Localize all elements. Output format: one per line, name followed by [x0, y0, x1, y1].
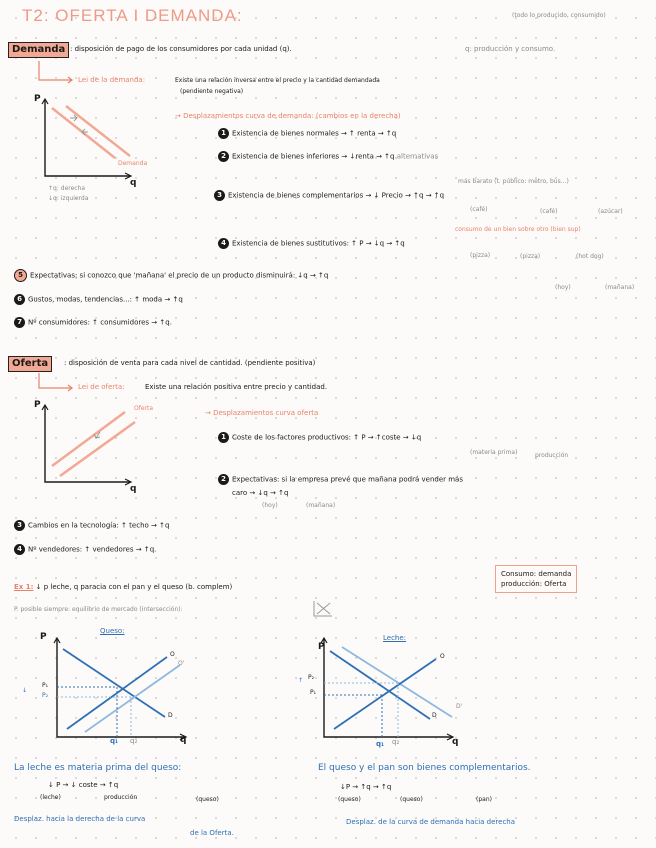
ley-demanda-arrow-icon [38, 60, 88, 90]
queso-title: Queso: [100, 627, 125, 635]
extra-item-5-sub-2: (mañana) [605, 284, 635, 291]
demanda-curve-label: Demanda [118, 160, 148, 167]
bottom-right-chain: ↓P → ↑q → ↑q [340, 783, 392, 791]
oferta-graph-q: q [130, 484, 137, 494]
queso-d: D [168, 712, 173, 719]
demanda-item-3-extra: más barato (t. público: metro, bus...) [458, 178, 569, 185]
bottom-left-sub-2: producción [104, 794, 138, 801]
bottom-left-sub-3: (queso) [196, 796, 219, 803]
demanda-item-3-sub-2: (café) [540, 208, 558, 215]
ley-demanda-label: Lei de la demanda: [78, 76, 146, 84]
demanda-graph-p: P [34, 94, 41, 104]
demanda-item-2: 2 Existencia de bienes inferiores → ↓renta → ↑q alternativas [218, 151, 438, 162]
oferta-item-1: 1 Coste de los factores productivos: ↑ P → ↑coste → ↓q [218, 432, 421, 443]
extra-item-5: 5 Expectativas: si conozco que 'mañana' el precio de un producto disminuirá: ↓q → ↑q [14, 269, 328, 282]
bottom-right-line3: Desplaz. de la curva de demanda hacia derecha [346, 818, 516, 826]
queso-o: O [170, 651, 175, 658]
extra-item-5-sub-1: (hoy) [555, 284, 571, 291]
ley-demanda-text: Existe una relación inversa entre el precio y la cantidad demandada [175, 77, 380, 84]
leche-p2: P₂ [308, 674, 315, 681]
oferta-curve-label: Oferta [134, 405, 154, 412]
ejemplo-note: P. posible siempre: equilibrio de mercado (intersección): [14, 606, 183, 613]
oferta-item-4: 4 Nº vendedores: ↑ vendedores → ↑q. [14, 544, 156, 555]
bottom-left-line1: La leche es materia prima del queso: [14, 763, 182, 773]
leche-q1: q₁ [376, 740, 385, 748]
oferta-item-2-line2: caro → ↓q → ↑q [232, 489, 289, 497]
desplaz-oferta-title: → Desplazamientos curva oferta [205, 409, 319, 417]
demanda-item-3-sub-3: (azúcar) [598, 208, 623, 215]
queso-q: q [180, 735, 187, 745]
note-down: ↓q: izquierda [48, 195, 89, 202]
q-note: q: producción y consumo. [465, 45, 556, 53]
bottom-left-chain: ↓ P → ↓ coste → ↑q [48, 781, 119, 789]
leche-up-arrow-icon: ↑ [298, 677, 304, 684]
oferta-item-1-sub-2: producción [535, 452, 569, 459]
bottom-right-sub-2: (queso) [400, 796, 423, 803]
ley-oferta-text: Existe una relación positiva entre precio y cantidad. [145, 383, 328, 391]
extra-item-6: 6 Gustos, modas, tendencias...: ↑ moda → ↑q [14, 294, 183, 305]
queso-o-prime: O' [178, 660, 185, 667]
leche-q2: q₂ [392, 738, 400, 746]
oferta-graph-p: P [34, 400, 41, 410]
bottom-right-line1: El queso y el pan son bienes complementarios. [318, 763, 531, 773]
top-right-note: (todo lo producido, consumido) [512, 12, 606, 19]
queso-q2: q₂ [130, 737, 138, 745]
demanda-item-3: 3 Existencia de bienes complementarios → ↓ Precio → ↑q → ↑q [214, 190, 444, 201]
oferta-item-2-sub-2: (mañana) [306, 502, 336, 509]
queso-p: P [40, 632, 47, 642]
bottom-left-sub-1: (leche) [40, 794, 61, 801]
produccion-line: producción: Oferta [501, 580, 567, 588]
oferta-label: Oferta [8, 356, 52, 372]
leche-p1: P₁ [310, 689, 317, 696]
oferta-item-2-sub-1: (hoy) [262, 502, 278, 509]
demanda-item-4: 4 Existencia de bienes sustitutivos: ↑ P → ↓q → ↑q [218, 238, 405, 249]
leche-q: q [452, 737, 459, 747]
oferta-definition: : disposición de venta para cada nivel de cantidad. (pendiente positiva) [64, 359, 316, 367]
bottom-right-sub-3: (pan) [476, 796, 492, 803]
bottom-left-line4: de la Oferta. [190, 829, 234, 837]
oferta-item-3: 3 Cambios en la tecnología: ↑ techo → ↑q [14, 520, 169, 531]
note-up: ↑q: derecha [48, 185, 86, 192]
queso-q1: q₁ [110, 737, 119, 745]
bottom-right-sub-1: (queso) [338, 796, 361, 803]
leche-d-prime: D' [456, 703, 463, 710]
demanda-graph [30, 98, 160, 188]
consumo-line: Consumo: demanda [501, 570, 572, 578]
ejemplo: Ex 1: ↓ p leche, q paracia con el pan y el queso (b. complem) [14, 583, 233, 591]
extra-item-7: 7 Nº consumidores: ↑ consumidores → ↑q. [14, 317, 172, 328]
demanda-item-4-sub-3: (hot dog) [576, 253, 604, 260]
bottom-left-line3: Desplaz. hacia la derecha de la curva [14, 815, 146, 823]
demanda-item-1: 1 Existencia de bienes normales → ↑ renta → ↑q [218, 128, 396, 139]
queso-p1: P₁ [42, 682, 49, 689]
demanda-item-4-sub-2: (pizza) [520, 253, 541, 260]
page-title: T2: OFERTA I DEMANDA: [22, 6, 243, 25]
leche-d: D [432, 712, 437, 719]
demanda-item-3-sub-1: (café) [470, 206, 488, 213]
queso-p2: P₂ [42, 692, 49, 699]
demanda-definition: : disposición de pago de los consumidores por cada unidad (q). [70, 45, 292, 53]
demanda-item-4-sub-1: (pizza) [470, 252, 491, 259]
demanda-label: Demanda [8, 42, 69, 58]
ley-oferta-label: Lei de oferta: [78, 383, 125, 391]
intersection-icon [312, 600, 334, 618]
demanda-graph-q: q [130, 178, 137, 188]
demanda-item-4-extra: consumo de un bien sobre otro (bien sup) [455, 226, 581, 233]
oferta-graph [30, 404, 160, 494]
leche-p: P [318, 642, 325, 652]
leche-o: O [440, 653, 445, 660]
leche-title: Leche: [383, 634, 407, 642]
ley-demanda-text-2: (pendiente negativa) [180, 88, 244, 95]
queso-down-arrow-icon: ↓ [22, 687, 28, 694]
desplaz-demanda-title: → Desplazamientos curva de demanda: (cambios en la derecha) [175, 112, 401, 120]
oferta-item-1-sub-1: (materia prima) [470, 449, 518, 456]
oferta-item-2: 2 Expectativas: si la empresa prevé que mañana podrá vender más [218, 474, 463, 485]
consumo-produccion-box [495, 565, 577, 593]
